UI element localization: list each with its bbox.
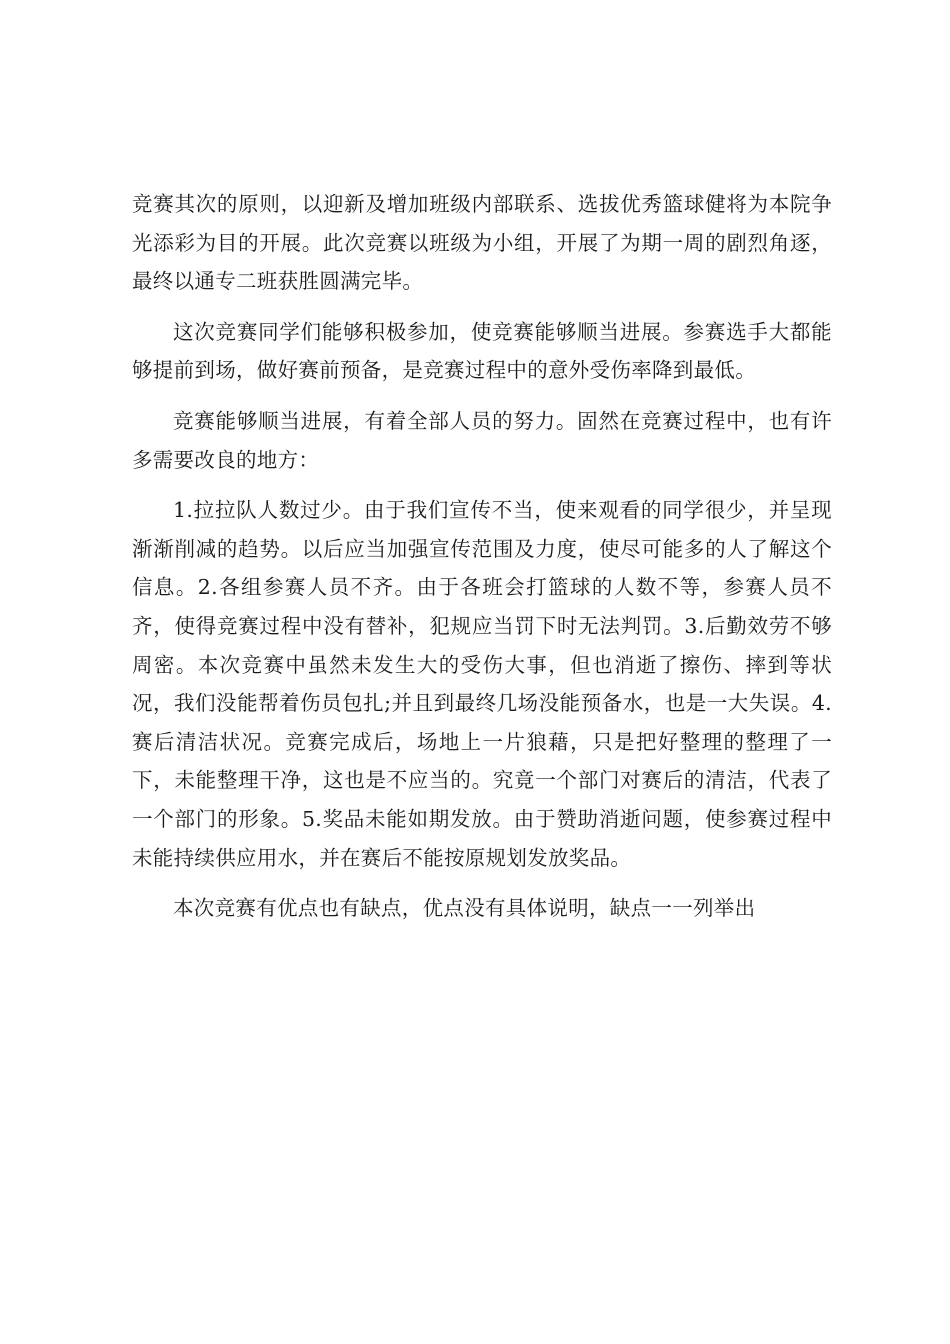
paragraph-participation: 这次竞赛同学们能够积极参加，使竞赛能够顺当进展。参赛选手大都能够提前到场，做好赛前预备，是竞赛过程中的意外受伤率降到最低。 bbox=[132, 319, 832, 383]
document-body bbox=[132, 185, 832, 928]
paragraph-continuation: 竞赛其次的原则，以迎新及增加班级内部联系、选拔优秀篮球健将为本院争光添彩为目的开展。此次竞赛以班级为小组，开展了为期一周的剧烈角逐，最终以通专二班获胜圆满完毕。 bbox=[132, 192, 832, 294]
paragraph-improvements-intro: 竞赛能够顺当进展，有着全部人员的努力。固然在竞赛过程中，也有许多需要改良的地方： bbox=[132, 408, 832, 472]
paragraph-summary: 本次竞赛有优点也有缺点，优点没有具体说明，缺点一一列举出 bbox=[173, 896, 756, 921]
paragraph-improvements-list: 1.拉拉队人数过少。由于我们宣传不当，使来观看的同学很少，并呈现渐渐削减的趋势。以后应当加强宣传范围及力度，使尽可能多的人了解这个信息。2.各组参赛人员不齐。由于各班会打篮球的人数不等，参赛人员不齐，使得竞赛过程中没有替补，犯规应当罚下时无法判罚。3.后勤效劳不够周密。本次竞赛中虽然未发生大的受伤大事，但也消逝了擦伤、摔到等状况，我们没能帮着伤员包扎;并且到最终几场没能预备水，也是一大失误。4.赛后清洁状况。竞赛完成后，场地上一片狼藉，只是把好整理的整理了一下，未能整理干净，这也是不应当的。究竟一个部门对赛后的清洁，代表了一个部门的形象。5.奖品未能如期发放。由于赞助消逝问题，使参赛过程中未能持续供应用水，并在赛后不能按原规划发放奖品。 bbox=[132, 498, 832, 870]
